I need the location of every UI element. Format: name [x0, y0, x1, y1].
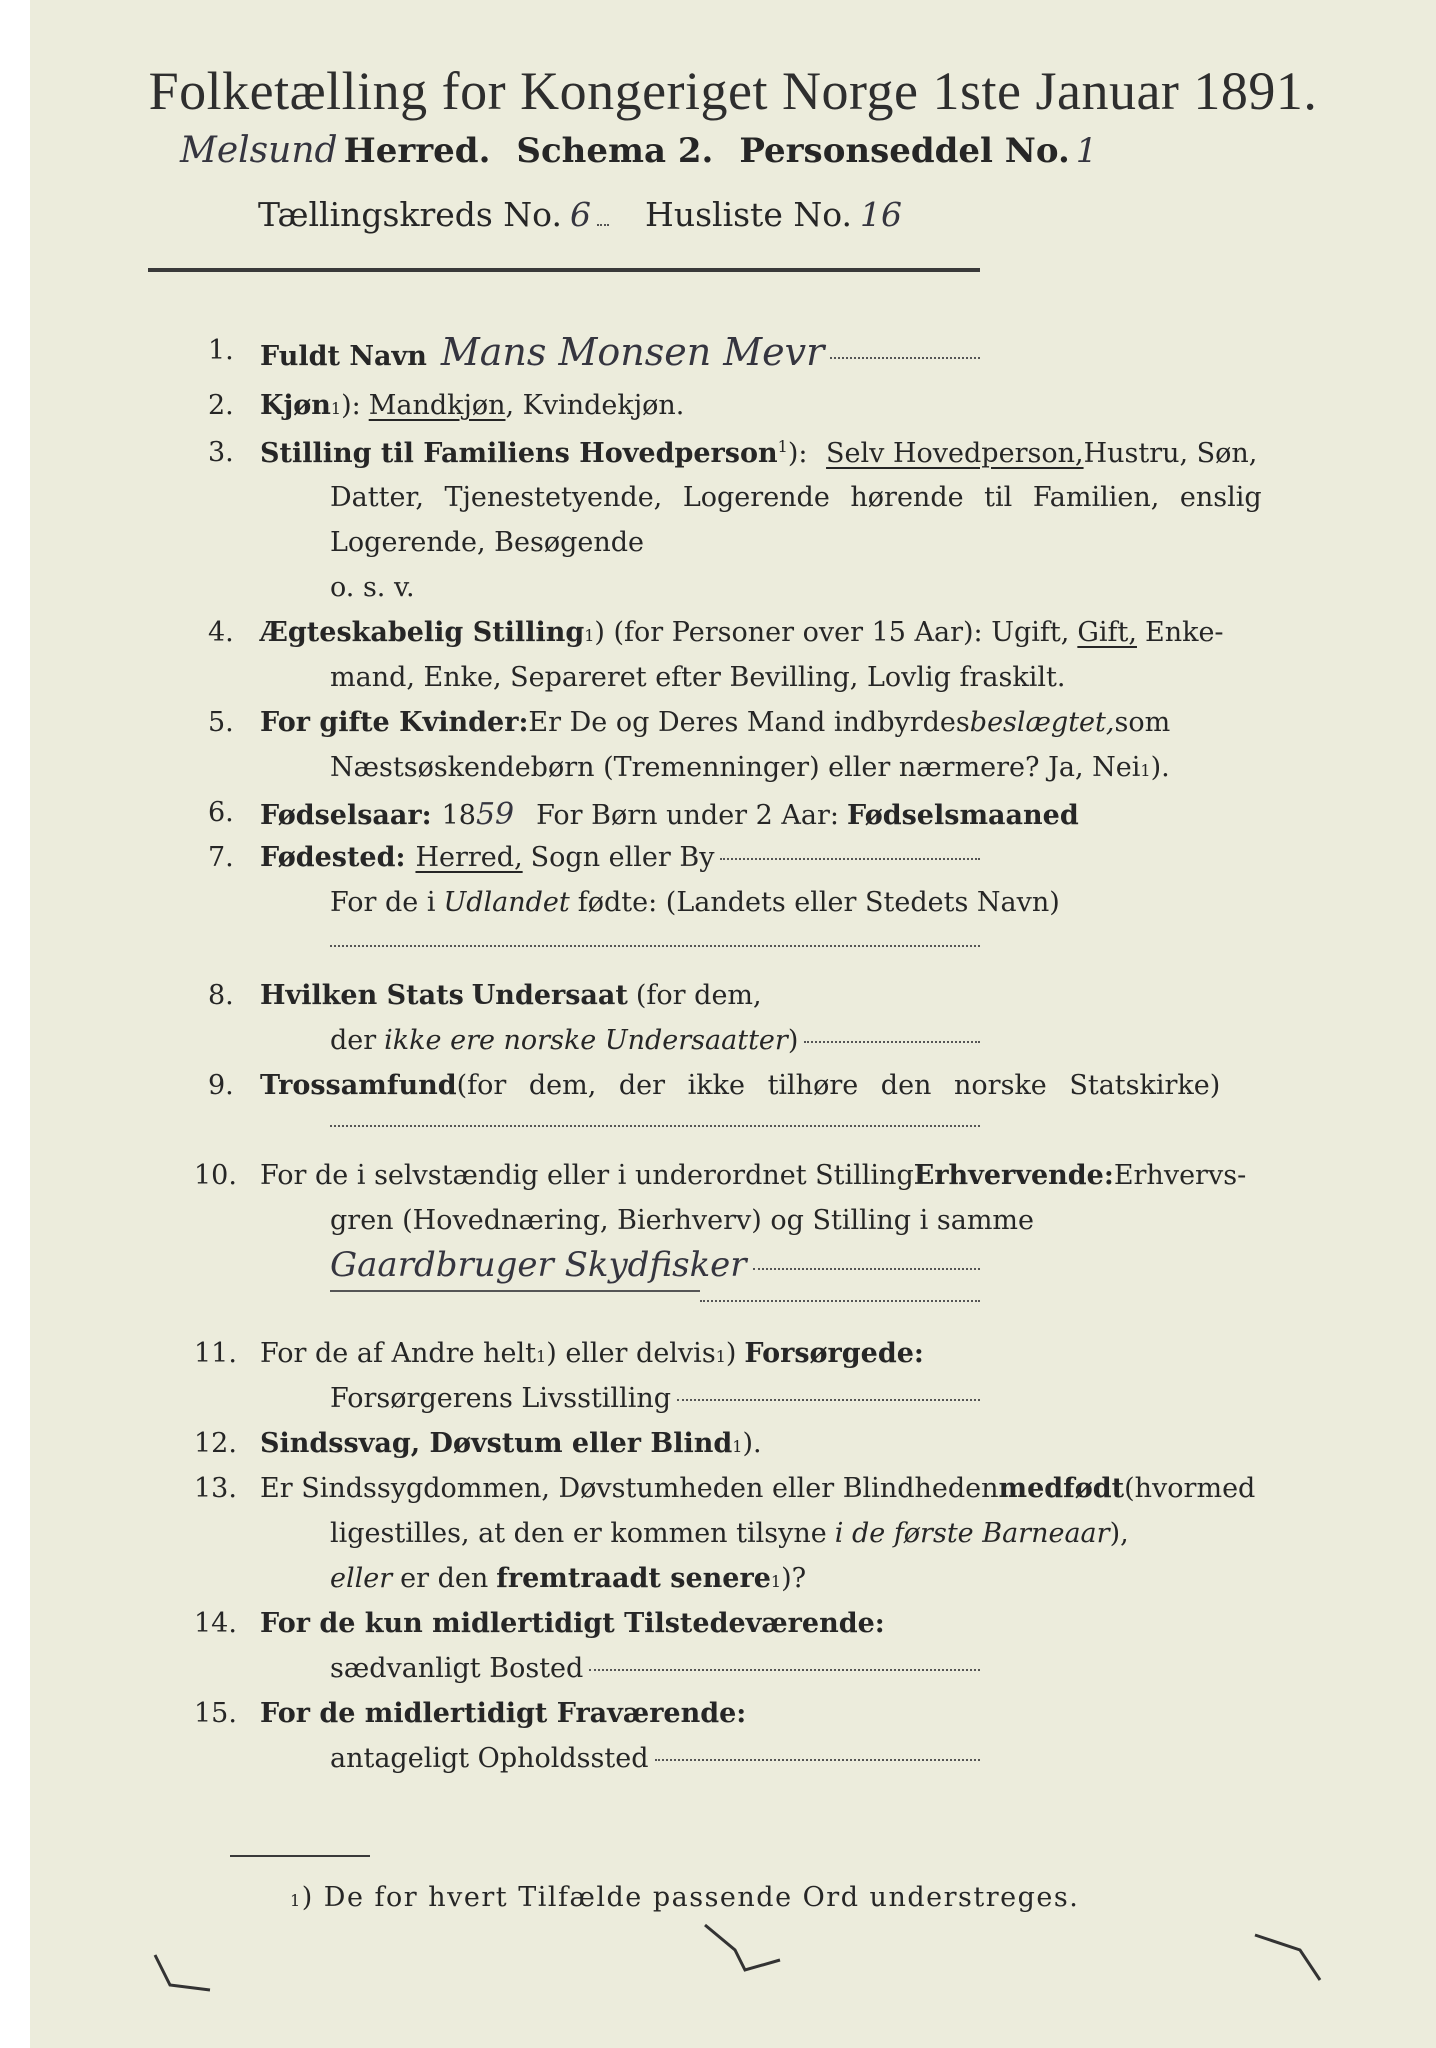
q5-label: For gifte Kvinder: — [260, 707, 529, 738]
q9-number: 9. — [208, 1070, 234, 1101]
header-rule — [148, 268, 980, 272]
q7-selected: Herred, — [415, 842, 523, 873]
q8-line1: Hvilken Stats Undersaat (for dem, — [260, 980, 762, 1011]
corner-mark-right — [1250, 1930, 1340, 1990]
footnote: 1 ) De for hvert Tilfælde passende Ord understreges. — [290, 1882, 1080, 1913]
q7-line1: Fødested: Herred, Sogn eller By — [260, 842, 980, 873]
q15-line1: For de midlertidigt Fraværende: — [260, 1698, 747, 1729]
q3-line3: Logerende, Besøgende — [330, 527, 644, 558]
schema-label: Schema 2. — [516, 131, 714, 171]
q5-line2: Næstsøskendebørn (Tremenninger) eller nærmere? Ja, Nei 1 ). — [330, 752, 1170, 783]
footnote-rule — [230, 1855, 370, 1857]
q10-scribble-line — [330, 1290, 700, 1292]
q6-label: Fødselsaar: — [260, 800, 432, 831]
herred-value: Melsund — [180, 130, 338, 171]
q8-number: 8. — [208, 980, 234, 1011]
husliste-value: 16 — [860, 195, 902, 234]
q7-label: Fødested: — [260, 842, 406, 873]
q13-line1: Er Sindssygdommen, Døvstumheden eller Blindheden medfødt (hvormed — [260, 1473, 1256, 1504]
q6-value: 59 — [475, 797, 515, 832]
header-line-kreds — [258, 195, 908, 234]
q5-line1: For gifte Kvinder: Er De og Deres Mand indbyrdes beslægtet, som — [260, 707, 1171, 738]
q5-number: 5. — [208, 707, 234, 738]
herred-label: Herred. — [343, 131, 491, 171]
q12-number: 12. — [194, 1428, 237, 1459]
q13-line3: eller er den fremtraadt senere 1 )? — [330, 1563, 807, 1594]
q4-label: Ægteskabelig Stilling — [260, 617, 585, 648]
q2-number: 2. — [208, 390, 234, 421]
q3-selected: Selv Hovedperson, — [826, 438, 1084, 469]
q4-selected: Gift, — [1077, 617, 1137, 648]
corner-mark-left — [150, 1950, 230, 2000]
q6-row: Fødselsaar: 18 59 For Børn under 2 Aar: Fødselsmaaned — [260, 797, 1079, 832]
q3-line4: o. s. v. — [330, 572, 415, 603]
q2-label: Kjøn — [260, 390, 331, 421]
header-line-herred — [180, 130, 1098, 171]
q7-line2: For de i Udlandet fødte: (Landets eller Stedets Navn) — [330, 887, 1060, 918]
q15-number: 15. — [194, 1698, 237, 1729]
q3-number: 3. — [208, 437, 234, 468]
q10-line2: gren (Hovednæring, Bierhverv) og Stilling i samme — [330, 1205, 1035, 1236]
q2-row: Kjøn 1 ): Mandkjøn , Kvindekjøn. — [260, 390, 685, 421]
q4-line1: Ægteskabelig Stilling 1 ) (for Personer over 15 Aar): Ugift, Gift, Enke- — [260, 617, 1224, 648]
q8-line2: der ikke ere norske Undersaatter ) — [330, 1025, 980, 1056]
q3-line1: Stilling til Familiens Hovedperson$^1$): Selv Hovedperson, Hustru, Søn, — [260, 437, 1258, 469]
q1-number: 1. — [208, 335, 234, 366]
q4-number: 4. — [208, 617, 234, 648]
q14-number: 14. — [194, 1608, 237, 1639]
q11-line2: Forsørgerens Livsstilling — [330, 1383, 980, 1414]
q13-number: 13. — [194, 1473, 237, 1504]
q10-value-row — [330, 1245, 980, 1285]
q7-number: 7. — [208, 842, 234, 873]
q1-row — [260, 330, 980, 374]
q1-label: Fuldt Navn — [260, 341, 427, 372]
q9-row: Trossamfund (for dem, der ikke tilhøre den norske Statskirke) — [260, 1070, 1221, 1101]
q10-answer-line — [700, 1300, 980, 1302]
q2-selected: Mandkjøn — [368, 390, 506, 421]
q10-number: 10. — [194, 1160, 237, 1191]
kreds-value: 6 — [569, 195, 591, 234]
q4-line2: mand, Enke, Separeret efter Bevilling, Lovlig fraskilt. — [330, 662, 1066, 693]
personseddel-label: Personseddel No. — [739, 131, 1070, 171]
q9-answer-line — [330, 1125, 980, 1127]
form-title: Folketælling for Kongeriget Norge 1ste Januar 1891. — [148, 61, 1318, 121]
kreds-label: Tællingskreds No. — [258, 195, 562, 234]
personseddel-value: 1 — [1075, 131, 1098, 171]
q15-line2: antageligt Opholdssted — [330, 1743, 980, 1774]
q14-line1: For de kun midlertidigt Tilstedeværende: — [260, 1608, 885, 1639]
q3-line2: Datter, Tjenestetyende, Logerende hørende til Familien, enslig — [330, 482, 1262, 513]
q12-row: Sindssvag, Døvstum eller Blind 1 ). — [260, 1428, 762, 1459]
q1-value: Mans Monsen Mevr — [440, 330, 825, 374]
q3-label: Stilling til Familiens Hovedperson — [260, 438, 778, 469]
q13-line2: ligestilles, at den er kommen tilsyne i de første Barneaar ), — [330, 1518, 1129, 1549]
q6-number: 6. — [208, 797, 234, 828]
q7-answer-line — [330, 945, 980, 947]
husliste-label: Husliste No. — [645, 195, 852, 234]
q14-line2: sædvanligt Bosted — [330, 1653, 980, 1684]
q11-number: 11. — [194, 1338, 237, 1369]
q11-line1: For de af Andre helt 1 ) eller delvis 1 ) Forsørgede: — [260, 1338, 924, 1369]
q10-value: Gaardbruger Skydfisker — [330, 1245, 747, 1285]
census-form — [30, 0, 1436, 2048]
q10-line1: For de i selvstændig eller i underordnet Stilling Erhvervende: Erhvervs- — [260, 1160, 1247, 1191]
corner-mark-center — [700, 1920, 790, 1980]
